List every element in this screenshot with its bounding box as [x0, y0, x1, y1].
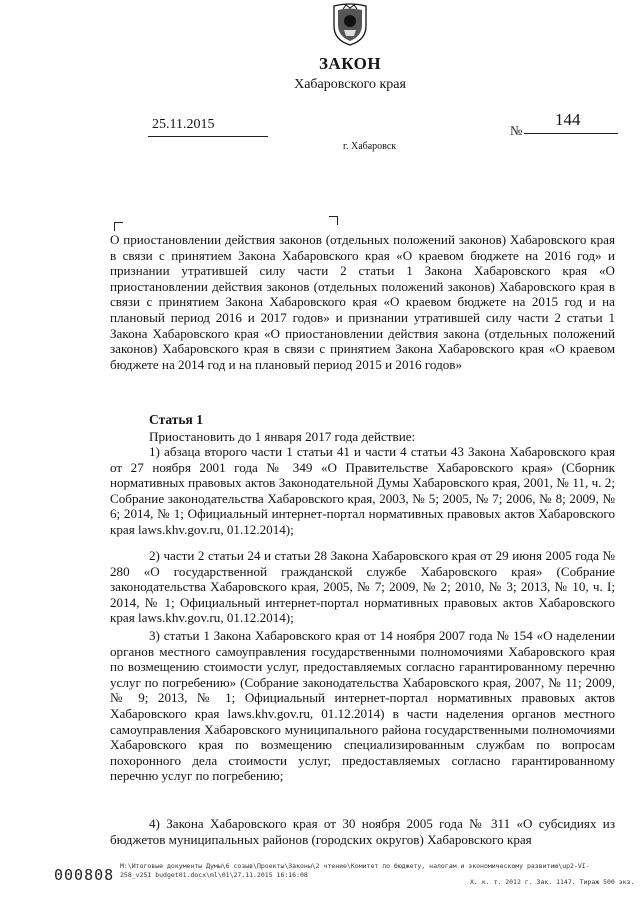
- bracket-right-mark: [329, 216, 338, 225]
- law-date: 25.11.2015: [152, 117, 215, 132]
- article-item: 2) части 2 статьи 24 и статьи 28 Закона Хабаровского края от 29 июня 2005 года № 280 «О государственной гражданской службе Хабаровского края» (Собрание законодательства Хабаровского края, 2005, № 7; 2009, № 2; 2010, № 3; 2013, № 10, ч. I; 2014, № 1; Официальный интернет-портал нормативных правовых актов Хабаровского края laws.khv.gov.ru, 01.12.2014);: [110, 548, 615, 626]
- law-number: 144: [555, 110, 581, 129]
- article-heading: Статья 1: [149, 412, 203, 427]
- city-label: г. Хабаровск: [343, 141, 397, 152]
- article-item: 3) статьи 1 Закона Хабаровского края от 14 ноября 2007 года № 154 «О наделении органов местного самоуправления государственными полномочиями Хабаровского края по возмещению стоимости услуг, предоставляемых согласно гарантированному перечню услуг по погребению» (Собрание законодательства Хабаровского края, 2007, № 11; 2009, № 9; 2013, № 1; Официальный интернет-портал нормативных правовых актов Хабаровского края laws.khv.gov.ru, 01.12.2014) в части наделения органов местного самоуправления Хабаровского муниципального района государственными полномочиями Хабаровского края по возмещению специализированным службам по вопросам похоронного дела стоимости услуг, предоставляемых согласно гарантированному перечню услуг по погребению;: [110, 628, 615, 784]
- article-item: 1) абзаца второго части 1 статьи 41 и части 4 статьи 43 Закона Хабаровского края от 27 ноября 2001 года № 349 «О Правительстве Хабаровского края» (Сборник нормативных правовых актов Законодательной Думы Хабаровского края, 2001, № 11, ч. 2; Собрание законодательства Хабаровского края, 2003, № 5; 2005, № 7; 2006, № 8; 2009, № 6; 2014, № 1; Официальный интернет-портал нормативных правовых актов Хабаровского края laws.khv.gov.ru, 01.12.2014);: [110, 444, 615, 537]
- footer-print-info: Х. к. т. 2012 г. Зак. 1147. Тираж 500 экз.: [470, 878, 635, 886]
- number-sign: №: [510, 123, 523, 138]
- article-intro: Приостановить до 1 января 2017 года действие:: [149, 429, 416, 444]
- date-underline: [148, 136, 268, 137]
- document-subtitle: Хабаровского края: [294, 77, 406, 92]
- document-title: ЗАКОН: [318, 54, 382, 73]
- page-stamp-number: 000808: [54, 866, 115, 884]
- number-underline: [524, 133, 618, 134]
- footer-file-path-cont: 258_v251 budget01.docx\ml\01\27.11.2015 16:16:08: [120, 871, 308, 879]
- bracket-left-mark: [114, 222, 123, 231]
- coat-of-arms-emblem: [330, 2, 370, 46]
- footer-file-path: M:\Итоговые документы Думы\6 созыв\Проекты\Законы\2 чтение\Комитет по бюджету, налогам и экономическому развитию\up2-VI-: [120, 862, 590, 870]
- law-title-paragraph: О приостановлении действия законов (отдельных положений законов) Хабаровского края в связи с принятием Закона Хабаровского края «О краевом бюджете на 2016 год» и признании утратившей силу части 2 статьи 1 Закона Хабаровского края «О приостановлении действия законов (отдельных положений законов) Хабаровского края в связи с принятием Закона Хабаровского края «О краевом бюджете на 2015 год и на плановый период 2016 и 2017 годов» и признании утратившей силу части 2 статьи 1 Закона Хабаровского края «О приостановлении действия закона (отдельных положений законов) Хабаровского края в связи с принятием Закона Хабаровского края «О краевом бюджете на 2014 год и на плановый период 2015 и 2016 годов»: [110, 232, 615, 372]
- article-item: 4) Закона Хабаровского края от 30 ноября 2005 года № 311 «О субсидиях из бюджетов муниципальных районов (городских округов) Хабаровского края: [110, 816, 615, 847]
